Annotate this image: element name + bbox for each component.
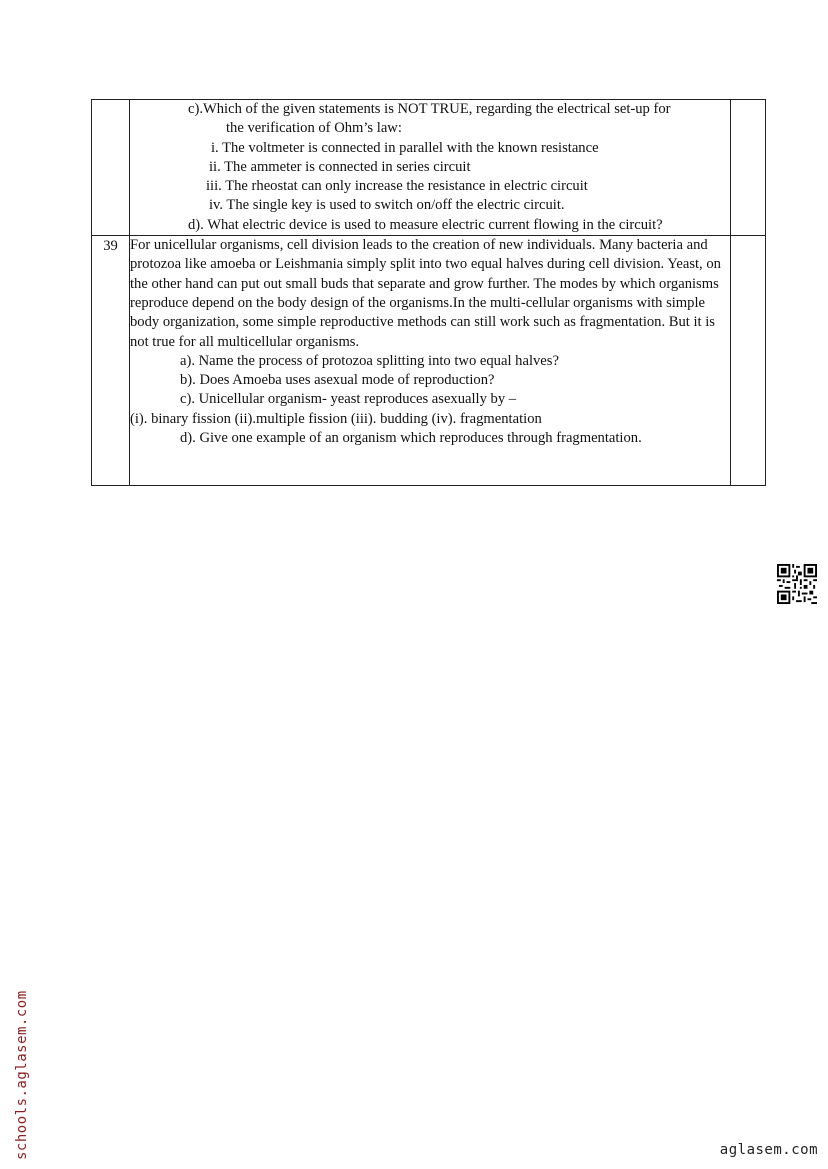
part-d: d). Give one example of an organism which reproduces through fragmentation. — [180, 430, 642, 447]
part-c-options: (i). binary fission (ii).multiple fission (iii). budding (iv). fragmentation — [130, 410, 542, 427]
question-number-cell — [92, 100, 130, 236]
part-c-stem-line2: the verification of Ohm’s law: — [226, 120, 402, 137]
part-b: b). Does Amoeba uses asexual mode of reproduction? — [180, 372, 495, 389]
option-iv: iv. The single key is used to switch on/off the electric circuit. — [209, 197, 565, 214]
option-i: i. The voltmeter is connected in parallel with the known resistance — [211, 139, 599, 156]
option-ii: ii. The ammeter is connected in series circuit — [209, 158, 471, 175]
question-text-cell — [130, 236, 731, 486]
side-watermark: schools.aglasem.com — [14, 990, 30, 1160]
marks-cell — [731, 100, 766, 236]
part-a: a). Name the process of protozoa splitting into two equal halves? — [180, 352, 559, 369]
part-c: c). Unicellular organism- yeast reproduces asexually by – — [180, 391, 517, 408]
part-c-stem-line1: c).Which of the given statements is NOT TRUE, regarding the electrical set-up for — [188, 101, 671, 117]
question-row-39 — [92, 236, 766, 486]
question-row-ohms-law — [92, 100, 766, 236]
question-text-cell — [130, 100, 731, 236]
option-iii: iii. The rheostat can only increase the resistance in electric circuit — [206, 178, 588, 195]
question-number-cell — [92, 236, 130, 486]
question-table — [91, 99, 766, 486]
qr-code-icon — [777, 564, 817, 604]
part-d-question: d). What electric device is used to measure electric current flowing in the circuit? — [188, 216, 663, 233]
footer-watermark: aglasem.com — [719, 1142, 818, 1158]
passage: For unicellular organisms, cell division leads to the creation of new individuals. Many bacteria and protozoa like amoeba or Leishmania simply split into two equal halves during cell division. Yeast, on the other hand can put out small buds that separate and grow further. The modes by which organisms reproduce depend on the body design of the organisms.In the multi-cellular organisms with simple body organization, some simple reproductive methods can still work such as fragmentation. But it is not true for all multicellular organisms. — [130, 237, 721, 350]
question-number: 39 — [103, 238, 118, 255]
marks-cell — [731, 236, 766, 486]
